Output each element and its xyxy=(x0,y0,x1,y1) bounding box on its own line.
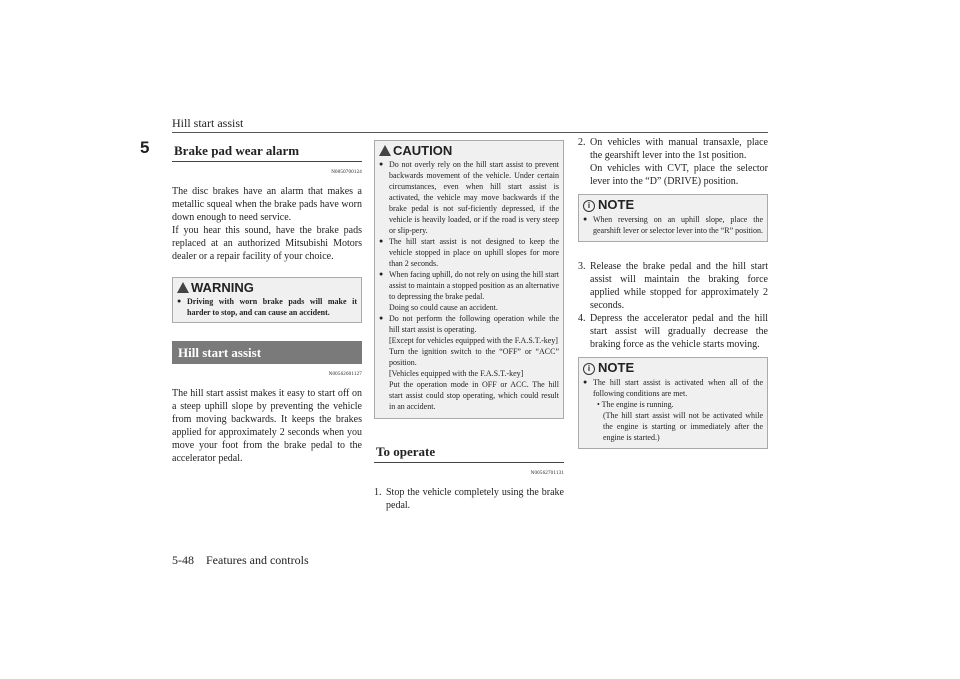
section-code: N00562701131 xyxy=(530,471,564,476)
header-rule xyxy=(172,132,768,133)
note-subitem: (The hill start assist will not be activated while the engine is starting or immediately after the engine is started.) xyxy=(603,411,763,442)
note-label: i NOTE xyxy=(579,358,767,377)
note-icon: i xyxy=(583,363,595,375)
paragraph: If you hear this sound, have the brake pads replaced at an authorized Mitsubishi Motors dealer or a repair facility of your choice. xyxy=(172,225,362,262)
section-heading-hill-start: Hill start assist xyxy=(172,341,362,364)
step-4: 4. Depress the accelerator pedal and the hill start assist will gradually decrease the braking force as the vehicle starts moving. xyxy=(578,313,768,350)
section-heading-to-operate: To operate xyxy=(374,441,564,463)
paragraph: The disc brakes have an alarm that makes a metallic squeal when the brake pads have worn down enough to need service. xyxy=(172,186,362,223)
step-3: 3. Release the brake pedal and the hill start assist will maintain the braking force applied while stopped for approximately 2 seconds. xyxy=(578,261,768,311)
note-text: ● When reversing on an uphill slope, place the gearshift lever or selector lever into the “R” position. xyxy=(583,214,763,236)
caution-item: ● When facing uphill, do not rely on using the hill start assist to maintain a stopped position as an alternative to depressing the brake pedal. Doing so could cause an accident. xyxy=(379,269,559,313)
note-label: i NOTE xyxy=(579,195,767,214)
note-icon: i xyxy=(583,200,595,212)
section-heading-brake-pad: Brake pad wear alarm xyxy=(172,140,362,162)
warning-text: ● Driving with worn brake pads will make it harder to stop, and can cause an accident. xyxy=(177,296,357,318)
warning-label: WARNING xyxy=(173,278,361,296)
warning-triangle-icon xyxy=(177,282,189,293)
step-2: 2. On vehicles with manual transaxle, place the gearshift lever into the 1st position. On vehicles with CVT, place the selector lever into the “D” (DRIVE) position. xyxy=(578,137,768,187)
column-middle xyxy=(374,140,564,512)
chapter-tab: 5 xyxy=(140,138,156,156)
section-code: N00507001​24 xyxy=(331,170,362,175)
page-footer xyxy=(172,553,309,568)
caution-item: ● The hill start assist is not designed to keep the vehicle stopped in place on uphill slopes for more than 2 seconds. xyxy=(379,236,559,269)
footer-section: Features and controls xyxy=(206,553,309,567)
caution-item: ● Do not perform the following operation while the hill start assist is operating. [Except for vehicles equipped with the F.A.S.T.-key] Turn the ignition switch to the “OFF” or “ACC” position. [Vehicles equipped with the F.A.S.T.-key] Put the operation mode in OFF or ACC. The hill start assist could stop operating, which could result in an accident. xyxy=(379,313,559,412)
caution-label: CAUTION xyxy=(375,141,563,159)
step-1: 1. Stop the vehicle completely using the brake pedal. xyxy=(374,487,564,511)
caution-item: ● Do not overly rely on the hill start assist to prevent backwards movement of the vehicle. Under certain circumstances, even when hill start assist is activated, the vehicle may move backwards if the brake pedal is not suf-ficiently depressed, if the vehicle is heavily loaded, or if the road is very steep or slip-pery. xyxy=(379,159,559,236)
caution-box xyxy=(374,140,564,419)
paragraph: The hill start assist makes it easy to start off on a steep uphill slope by preventing the vehicle from moving backwards. It keeps the brakes applied for approximately 2 seconds when you move your foot from the brake pedal to the accelerator pedal. xyxy=(172,388,362,464)
note-subitem: • The engine is running. xyxy=(597,400,674,409)
column-left xyxy=(172,140,362,465)
note-box xyxy=(578,357,768,449)
note-box xyxy=(578,194,768,242)
note-text: ● The hill start assist is activated when all of the following conditions are met. xyxy=(583,377,763,399)
warning-box xyxy=(172,277,362,323)
page-number: 5-48 xyxy=(172,553,194,567)
running-header: Hill start assist xyxy=(172,116,244,130)
section-code: N00562601127 xyxy=(328,372,362,377)
caution-triangle-icon xyxy=(379,145,391,156)
column-right xyxy=(578,136,768,449)
